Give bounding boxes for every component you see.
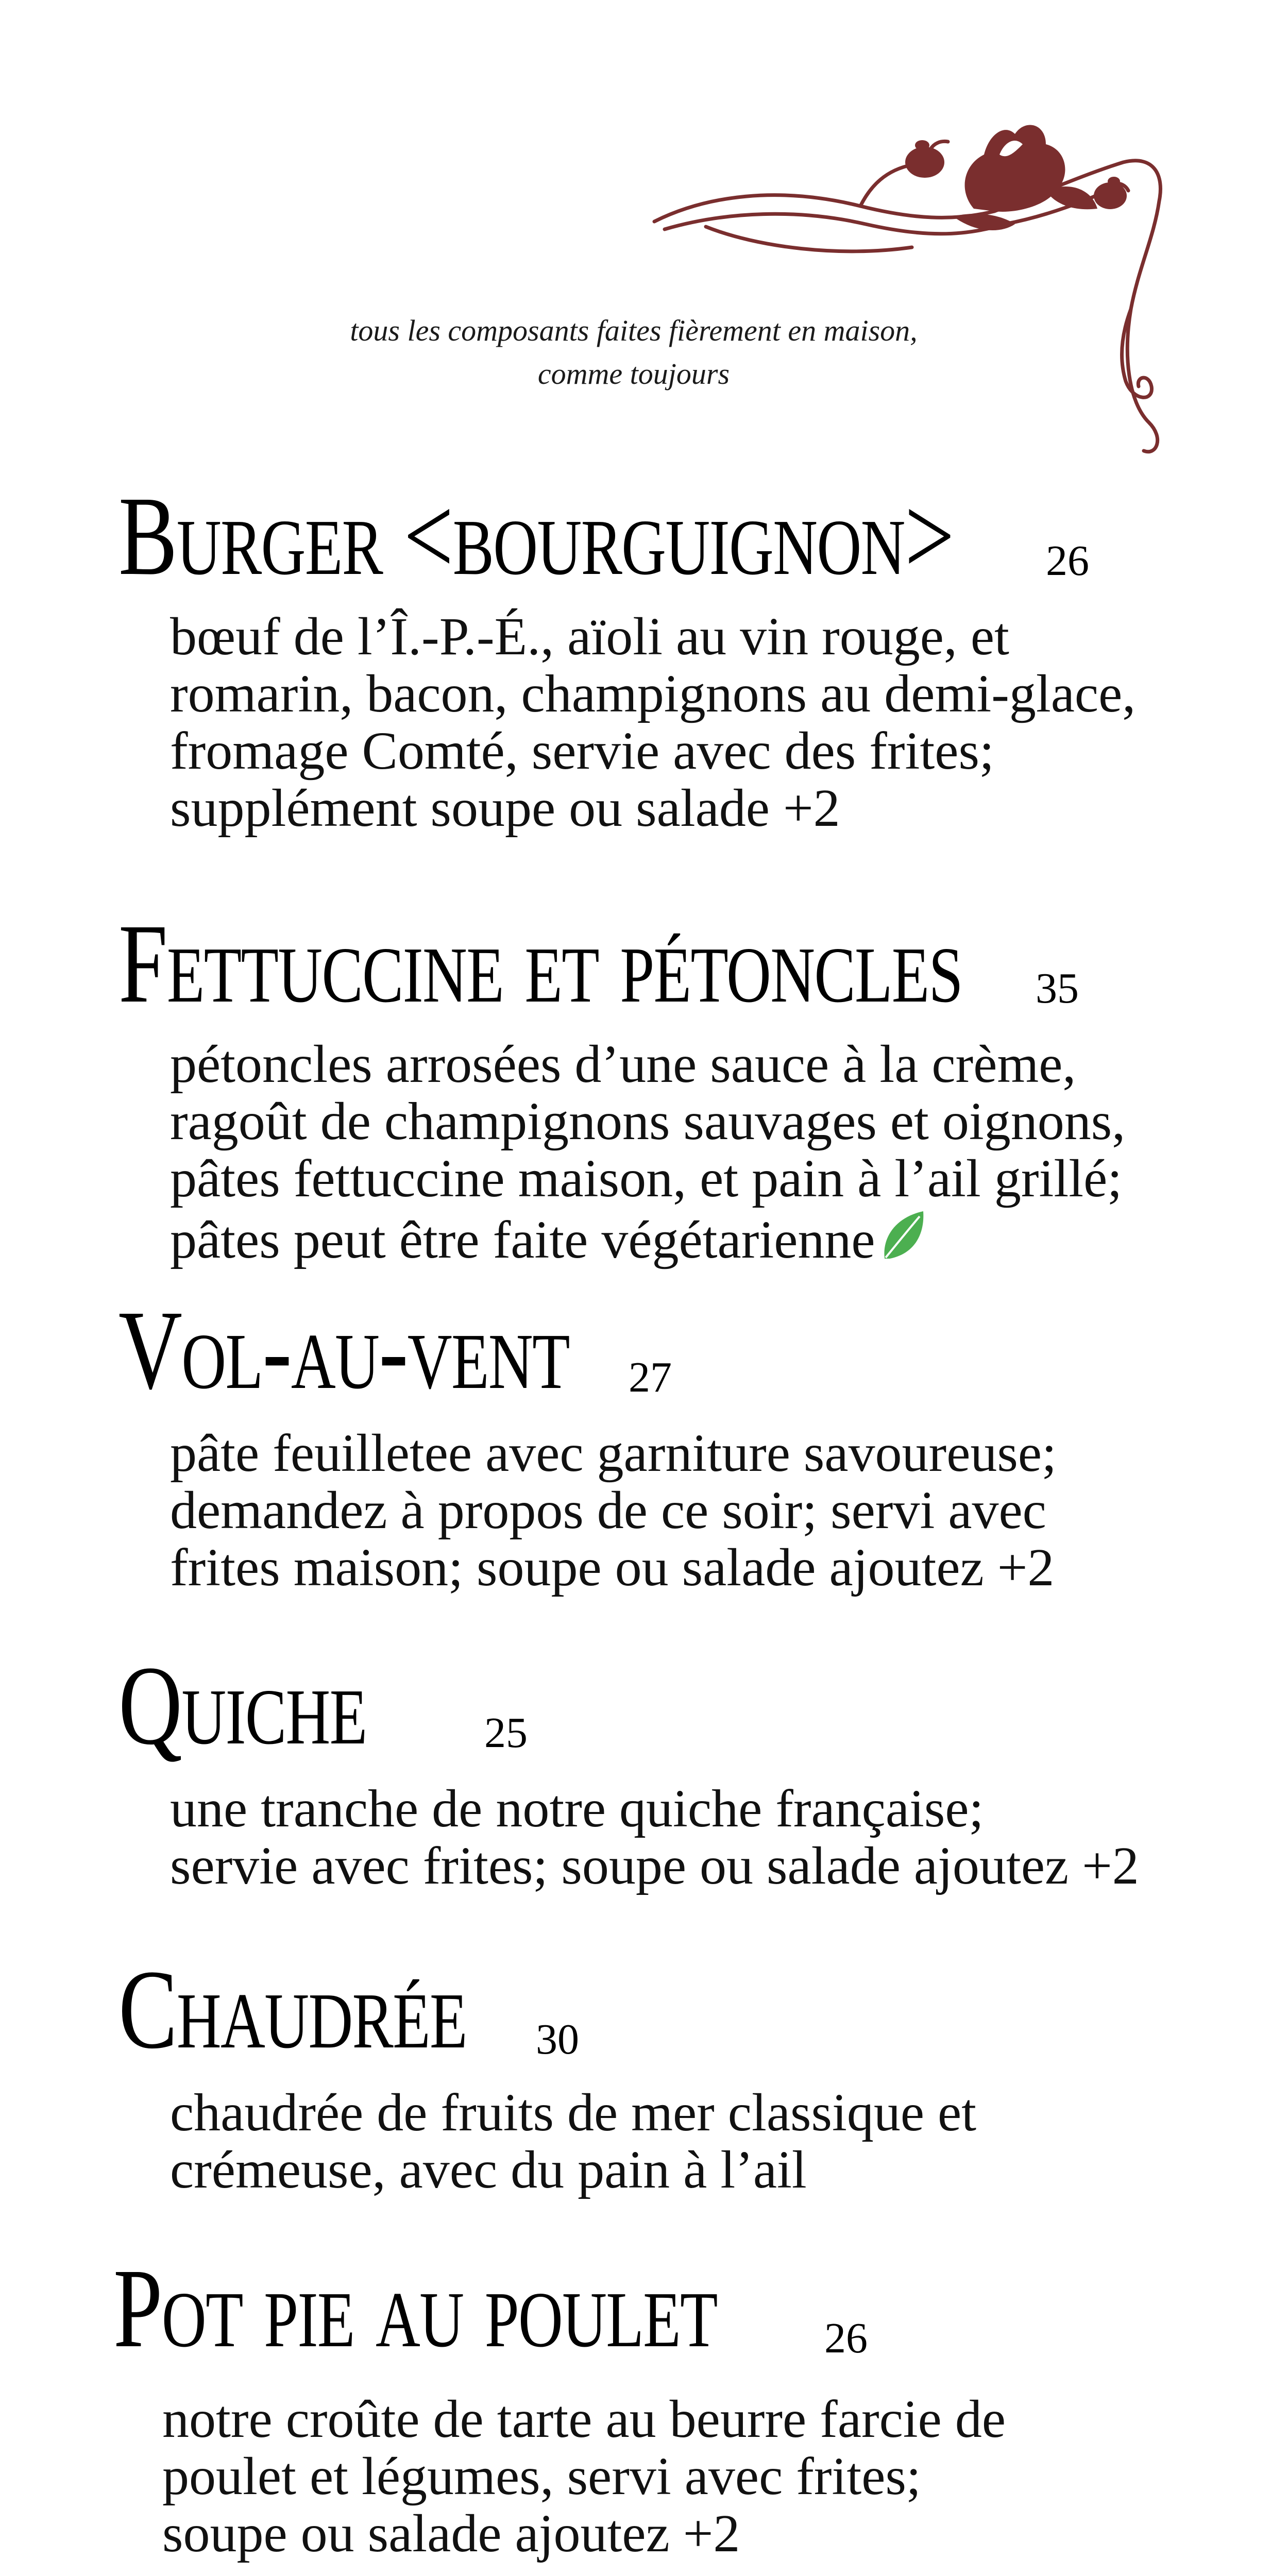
description-line: pâte feuilletee avec garniture savoureuse; [170,1423,1057,1483]
description-line: supplément soupe ou salade +2 [170,778,840,838]
description-line: servie avec frites; soupe ou salade ajoutez +2 [170,1836,1139,1895]
description-line: bœuf de l’Î.-P.-É., aïoli au vin rouge, et [170,607,1009,666]
description-line: ragoût de champignons sauvages et oignons, [170,1092,1126,1151]
description-line: poulet et légumes, servi avec frites; [162,2447,921,2506]
floral-ornament-icon [644,113,1185,464]
item-name: Burger <bourguignon> [118,473,954,599]
item-name: Quiche [118,1642,367,1768]
description-line: romarin, bacon, champignons au demi-glace, [170,664,1136,723]
item-name: Pot pie au poulet [113,2245,717,2371]
description-line [170,1207,1252,1268]
item-name: Chaudrée [118,1946,467,2072]
description-line: soupe ou salade ajoutez +2 [162,2504,740,2563]
tagline-line-2: comme toujours [537,357,730,391]
item-name: Fettuccine et pétoncles [118,901,962,1026]
description-line: demandez à propos de ce soir; servi avec [170,1481,1046,1540]
menu-item-pot-pie [113,2245,1195,2571]
description-text: pâtes peut être faite végétarienne [170,1210,875,1269]
menu-item-quiche [118,1642,1200,1906]
item-description [162,2391,1244,2562]
menu-item-fettuccine [118,901,1200,1278]
item-description [170,608,1252,837]
item-price: 26 [824,2314,868,2362]
menu-item-burger [118,473,1200,850]
description-line: pétoncles arrosées d’une sauce à la crème, [170,1035,1076,1094]
description-line: pâtes fettuccine maison, et pain à l’ail grillé; [170,1149,1123,1208]
item-price: 26 [1046,537,1089,585]
description-line: frites maison; soupe ou salade ajoutez +2 [170,1538,1055,1597]
leaf-icon [879,1207,927,1264]
item-price: 30 [536,2015,579,2063]
item-description [170,1425,1252,1596]
item-price: 27 [629,1353,672,1401]
description-line: notre croûte de tarte au beurre farcie de [162,2389,1006,2449]
menu-item-chaudree [118,1946,1200,2210]
item-price: 35 [1036,964,1079,1012]
tagline [289,309,979,396]
description-line: une tranche de notre quiche française; [170,1779,984,1838]
description-line: crémeuse, avec du pain à l’ail [170,2140,807,2199]
item-description [170,2084,1252,2198]
description-line: chaudrée de fruits de mer classique et [170,2083,977,2142]
item-description [170,1036,1252,1268]
item-description [170,1780,1252,1894]
item-price: 25 [484,1709,528,1757]
description-line: fromage Comté, servie avec des frites; [170,721,994,781]
menu-item-vol-au-vent [118,1287,1200,1613]
tagline-line-1: tous les composants faites fièrement en maison, [350,314,918,347]
item-name: Vol-au-vent [118,1287,569,1413]
